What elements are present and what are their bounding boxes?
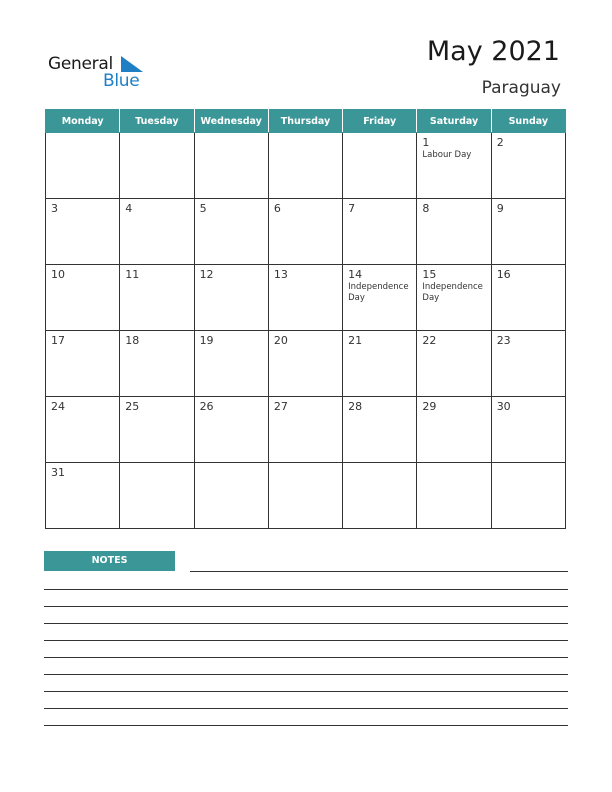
day-cell	[194, 463, 268, 529]
day-cell	[46, 463, 120, 529]
day-cell	[491, 133, 565, 199]
day-number: 23	[496, 334, 511, 347]
day-cell	[491, 199, 565, 265]
day-number: 8	[422, 202, 430, 215]
day-cell	[417, 199, 491, 265]
day-cell	[417, 463, 491, 529]
note-line	[44, 657, 568, 658]
week-row	[46, 133, 566, 199]
day-cell	[417, 133, 491, 199]
day-number: 1	[422, 136, 430, 149]
day-cell	[343, 199, 417, 265]
week-row	[46, 463, 566, 529]
day-cell	[491, 463, 565, 529]
blue-triangle-flag-icon	[121, 56, 143, 72]
day-cell	[343, 463, 417, 529]
day-number: 24	[51, 400, 65, 413]
weekday-header: Thursday	[268, 110, 342, 133]
weekday-header: Tuesday	[120, 110, 194, 133]
day-number: 12	[199, 268, 214, 281]
day-number: 15	[422, 268, 437, 281]
day-cell	[46, 397, 120, 463]
day-cell	[120, 463, 194, 529]
day-cell	[194, 265, 268, 331]
day-cell	[491, 265, 565, 331]
day-number: 7	[348, 202, 356, 215]
note-line	[44, 708, 568, 709]
day-cell	[120, 397, 194, 463]
day-number: 11	[125, 268, 140, 281]
holiday-label: Independence Day	[348, 282, 409, 303]
day-number: 13	[273, 268, 288, 281]
weekday-header: Sunday	[491, 110, 565, 133]
day-cell	[268, 331, 342, 397]
day-number: 31	[51, 466, 65, 479]
day-cell	[46, 331, 120, 397]
note-line	[44, 725, 568, 726]
day-number: 5	[199, 202, 207, 215]
day-cell	[343, 331, 417, 397]
day-cell	[268, 133, 342, 199]
day-cell	[120, 133, 194, 199]
day-cell	[194, 199, 268, 265]
day-cell	[46, 133, 120, 199]
day-cell	[120, 331, 194, 397]
logo-word-blue: Blue	[103, 71, 140, 91]
day-cell	[417, 397, 491, 463]
day-number: 9	[496, 202, 504, 215]
day-number: 27	[273, 400, 288, 413]
day-number: 17	[51, 334, 65, 347]
note-line	[190, 571, 568, 572]
day-cell	[343, 397, 417, 463]
day-cell	[417, 265, 491, 331]
generalblue-logo	[48, 54, 148, 94]
weekday-header: Saturday	[417, 110, 491, 133]
country-subtitle: Paraguay	[481, 78, 561, 98]
week-row	[46, 265, 566, 331]
day-cell	[343, 265, 417, 331]
day-number: 14	[348, 268, 363, 281]
week-row	[46, 331, 566, 397]
day-number: 2	[496, 136, 504, 149]
day-cell	[268, 397, 342, 463]
note-line	[44, 691, 568, 692]
day-number: 20	[273, 334, 288, 347]
day-cell	[194, 133, 268, 199]
day-number: 6	[273, 202, 281, 215]
holiday-label: Independence Day	[422, 282, 483, 303]
day-cell	[46, 199, 120, 265]
day-number: 18	[125, 334, 140, 347]
day-number: 25	[125, 400, 140, 413]
day-number: 29	[422, 400, 437, 413]
note-line	[44, 606, 568, 607]
weekday-header: Wednesday	[194, 110, 268, 133]
month-calendar	[45, 109, 566, 529]
notes-label: NOTES	[44, 551, 175, 571]
day-cell	[491, 331, 565, 397]
day-cell	[120, 199, 194, 265]
weekday-header: Monday	[46, 110, 120, 133]
day-number: 3	[51, 202, 58, 215]
day-number: 28	[348, 400, 363, 413]
day-cell	[46, 265, 120, 331]
day-number: 22	[422, 334, 437, 347]
day-cell	[120, 265, 194, 331]
logo-word-general: General	[48, 54, 113, 74]
weekday-header-row	[46, 110, 566, 133]
day-number: 19	[199, 334, 214, 347]
note-line	[44, 640, 568, 641]
day-number: 26	[199, 400, 214, 413]
day-cell	[194, 331, 268, 397]
note-line	[44, 623, 568, 624]
day-cell	[417, 331, 491, 397]
day-number: 10	[51, 268, 65, 281]
holiday-label: Labour Day	[422, 150, 472, 160]
note-line	[44, 674, 568, 675]
day-cell	[194, 397, 268, 463]
day-cell	[268, 199, 342, 265]
week-row	[46, 199, 566, 265]
week-row	[46, 397, 566, 463]
day-number: 16	[496, 268, 511, 281]
day-number: 21	[348, 334, 363, 347]
weekday-header: Friday	[343, 110, 417, 133]
day-number: 30	[496, 400, 511, 413]
note-line	[44, 589, 568, 590]
day-cell	[491, 397, 565, 463]
page-title: May 2021	[426, 36, 560, 67]
day-number: 4	[125, 202, 133, 215]
day-cell	[268, 265, 342, 331]
day-cell	[268, 463, 342, 529]
day-cell	[343, 133, 417, 199]
